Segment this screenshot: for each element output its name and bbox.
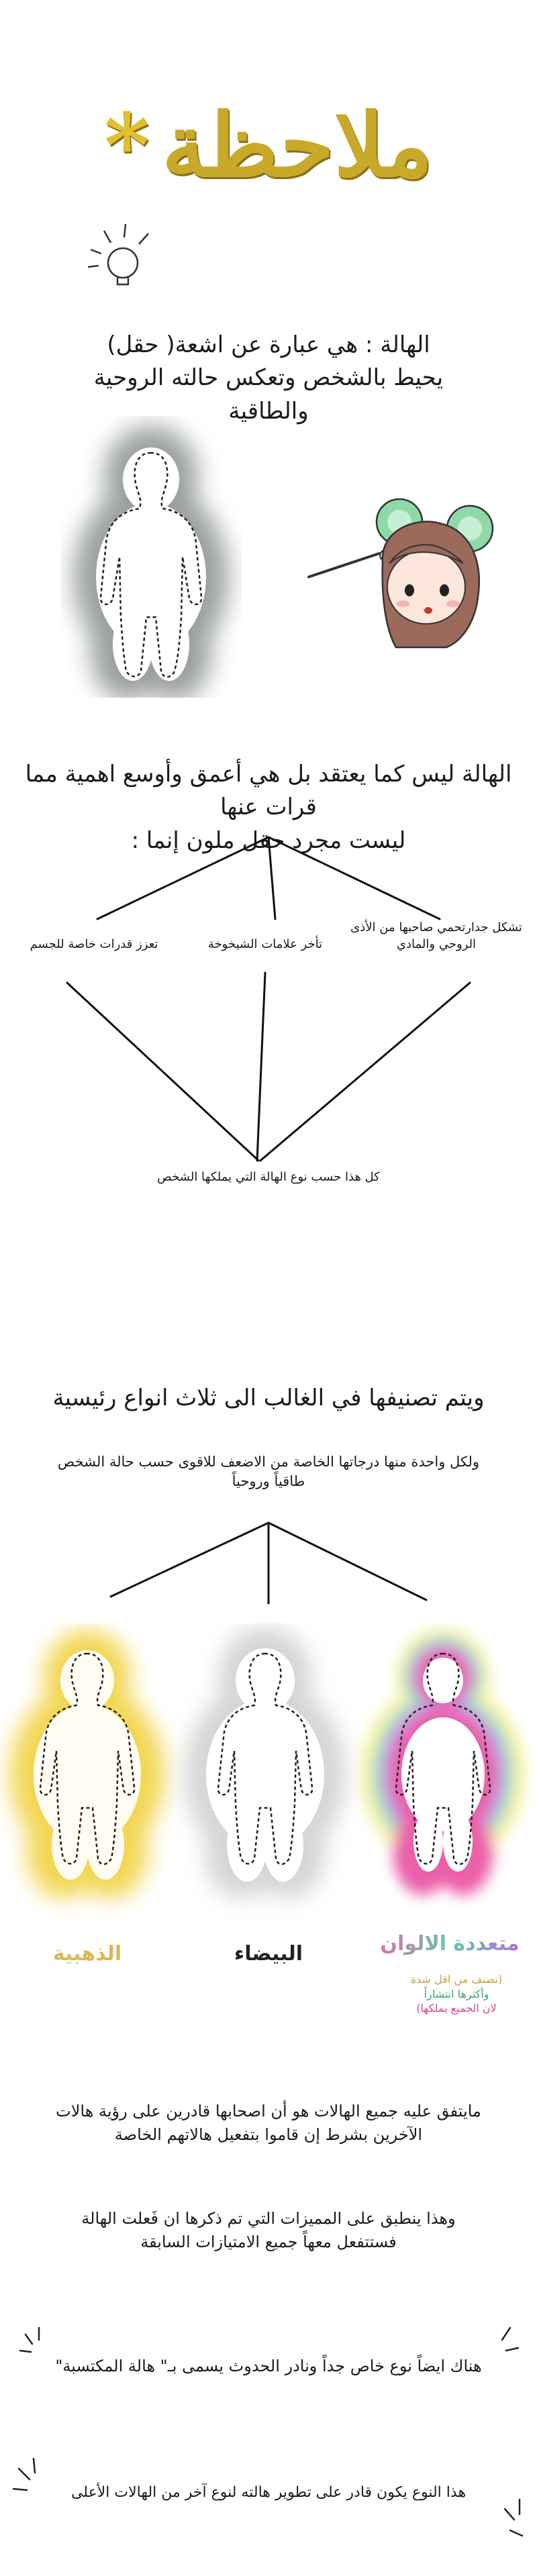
title-star: * xyxy=(104,94,150,197)
intro-line-2: يحيط بالشخص وتعكس حالته الروحية والطاقية xyxy=(93,364,444,425)
aura-figures xyxy=(0,1623,537,1919)
type-label-white: البيضاء xyxy=(234,1942,303,1966)
paragraph-4: هذا النوع يكون قادر على تطوير هالته لنوع آخر من الهالات الأعلى xyxy=(70,2484,467,2501)
paragraph-2 xyxy=(27,2207,510,2254)
section2-line-1: الهالة ليس كما يعتقد بل هي أعمق وأوسع اهمية مما قرات عنها xyxy=(25,761,512,821)
multicolor-note-line-2: وأكثرها انتشاراً xyxy=(424,1987,489,2000)
tree-diagram-lines xyxy=(0,832,537,1194)
lightbulb-icon xyxy=(84,215,158,295)
branch-center: تأخر علامات الشيخوخة xyxy=(207,937,323,951)
multicolor-aura xyxy=(361,1629,525,1895)
title-text: ملاحظة xyxy=(162,94,433,197)
branch-left: تعزز قدرات خاصة للجسم xyxy=(30,937,158,951)
section3-sub-line-1: ولكل واحدة منها درجاتها الخاصة من الاضعف للاقوى حسب حالة الشخص xyxy=(57,1454,480,1470)
type-label-golden: الذهبية xyxy=(52,1942,122,1966)
paragraph-3: هناك ايضاً نوع خاص جداً ونادر الحدوث يسمى بـ" هالة المكتسبة" xyxy=(55,2357,482,2375)
multicolor-note-line-3: لان الجميع يملكها) xyxy=(416,2002,497,2015)
gray-aura-figure xyxy=(60,416,242,698)
branch-bottom: كل هذا حسب نوع الهالة التي يملكها الشخص xyxy=(157,1170,380,1184)
paragraph-1-line-1: مايتفق عليه جميع الهالات هو أن اصحابها قادرين على رؤية هالات xyxy=(56,2102,481,2121)
section3-sub-line-2: طاقياً وروحياً xyxy=(232,1473,305,1490)
intro-text xyxy=(81,329,456,428)
paragraph-1 xyxy=(27,2100,510,2147)
types-diagram-lines xyxy=(0,1516,537,1623)
intro-line-1: الهالة : هي عبارة عن اشعة( حقل) xyxy=(107,331,430,358)
multicolor-note xyxy=(396,1972,517,2016)
multicolor-note-line-1: (تصنف من اقل شدة xyxy=(410,1973,503,1986)
section3-subtext xyxy=(40,1452,497,1492)
paragraph-2-line-2: فستتفعل معهاً جميع الامتيازات السابقة xyxy=(140,2232,397,2251)
section3-heading: ويتم تصنيفها في الغالب الى ثلاث انواع رئيسية xyxy=(52,1385,485,1411)
paragraph-1-line-2: الآخرين بشرط إن قاموا بتفعيل هالاتهم الخاصة xyxy=(114,2125,423,2144)
paragraph-2-line-1: وهذا ينطبق على المميزات التي تم ذكرها ان فَعلت الهالة xyxy=(81,2209,456,2228)
character-illustration xyxy=(302,496,503,651)
type-label-multicolor: متعددة الالوان xyxy=(376,1932,524,1955)
branch-right: تشكل جدارتحمي صاحبها من الأذى الروحي والمادي xyxy=(350,920,522,952)
page-title xyxy=(0,94,537,197)
section2-line-2: ليست مجرد حقل ملون إنما : xyxy=(131,826,406,854)
